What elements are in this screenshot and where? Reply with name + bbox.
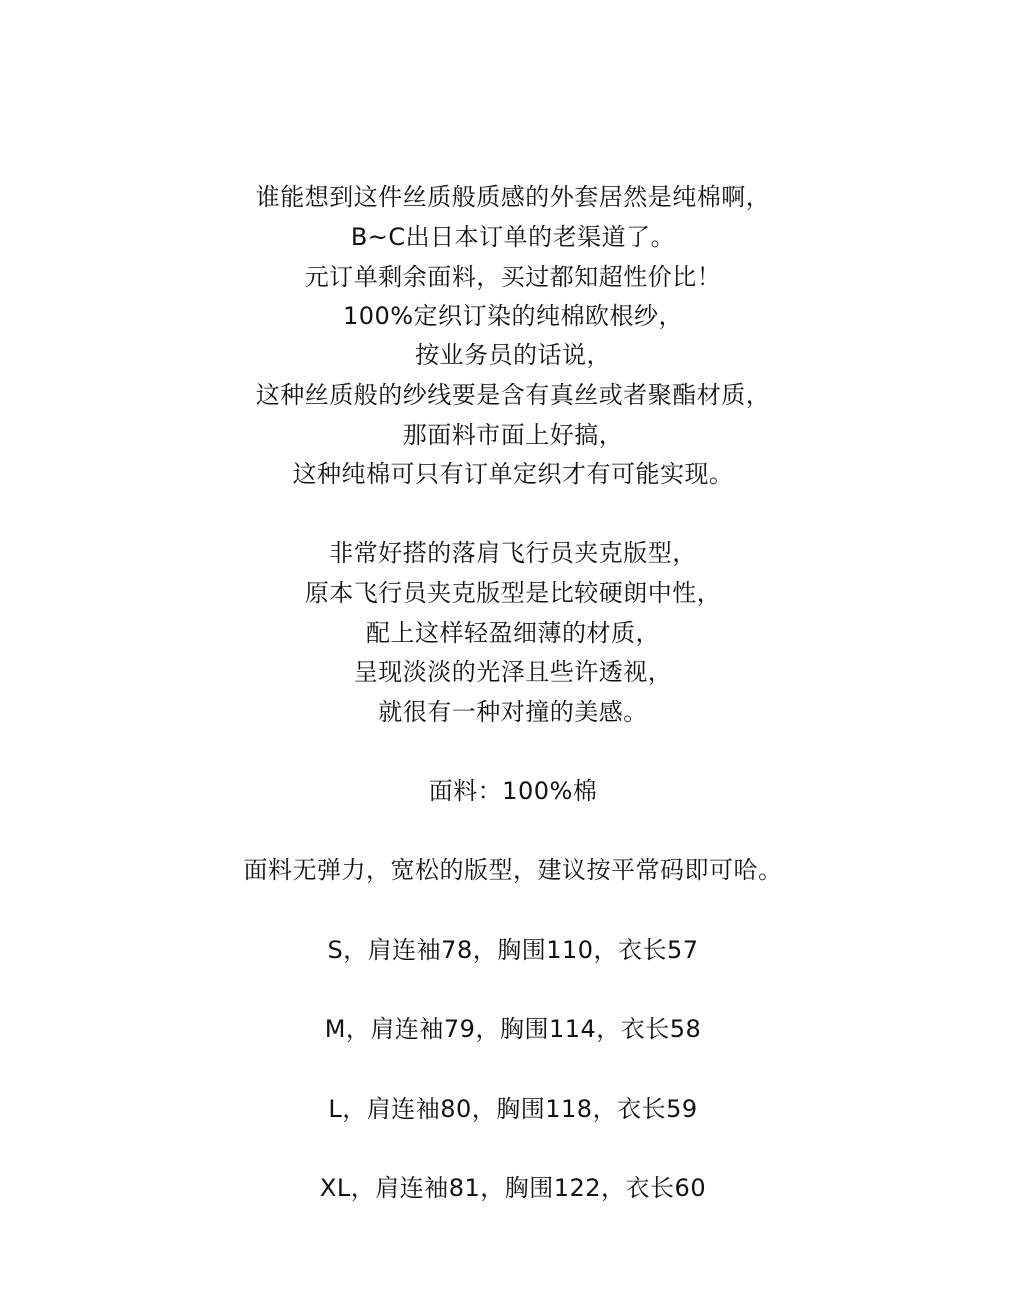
text-line: 原本飞行员夹克版型是比较硬朗中性，	[304, 579, 722, 607]
text-line: 元订单剩余面料，买过都知超性价比！	[304, 263, 722, 291]
text-line: 按业务员的话说，	[415, 341, 611, 369]
text-line: 这种丝质般的纱线要是含有真丝或者聚酯材质，	[255, 381, 771, 409]
size-row-l: L，肩连袖80，胸围118，衣长59	[328, 1095, 698, 1123]
size-row-xl: XL，肩连袖81，胸围122，衣长60	[319, 1174, 707, 1202]
size-row-m: M，肩连袖79，胸围114，衣长58	[324, 1015, 702, 1043]
text-line: B~C出日本订单的老渠道了。	[350, 223, 676, 251]
text-line: 就很有一种对撞的美感。	[378, 698, 648, 726]
fabric-composition: 面料：100%棉	[428, 777, 598, 805]
text-line: 谁能想到这件丝质般质感的外套居然是纯棉啊，	[255, 183, 771, 211]
text-line: 那面料市面上好搞，	[402, 421, 624, 449]
size-row-s: S，肩连袖78，胸围110，衣长57	[327, 936, 699, 964]
fit-note: 面料无弹力，宽松的版型，建议按平常码即可哈。	[243, 856, 783, 884]
text-line: 非常好搭的落肩飞行员夹克版型，	[329, 539, 697, 567]
text-line: 配上这样轻盈细薄的材质，	[366, 619, 660, 647]
text-line: 这种纯棉可只有订单定织才有可能实现。	[292, 460, 734, 488]
text-line: 100%定织订染的纯棉欧根纱，	[342, 302, 684, 330]
text-line: 呈现淡淡的光泽且些许透视，	[353, 658, 673, 686]
